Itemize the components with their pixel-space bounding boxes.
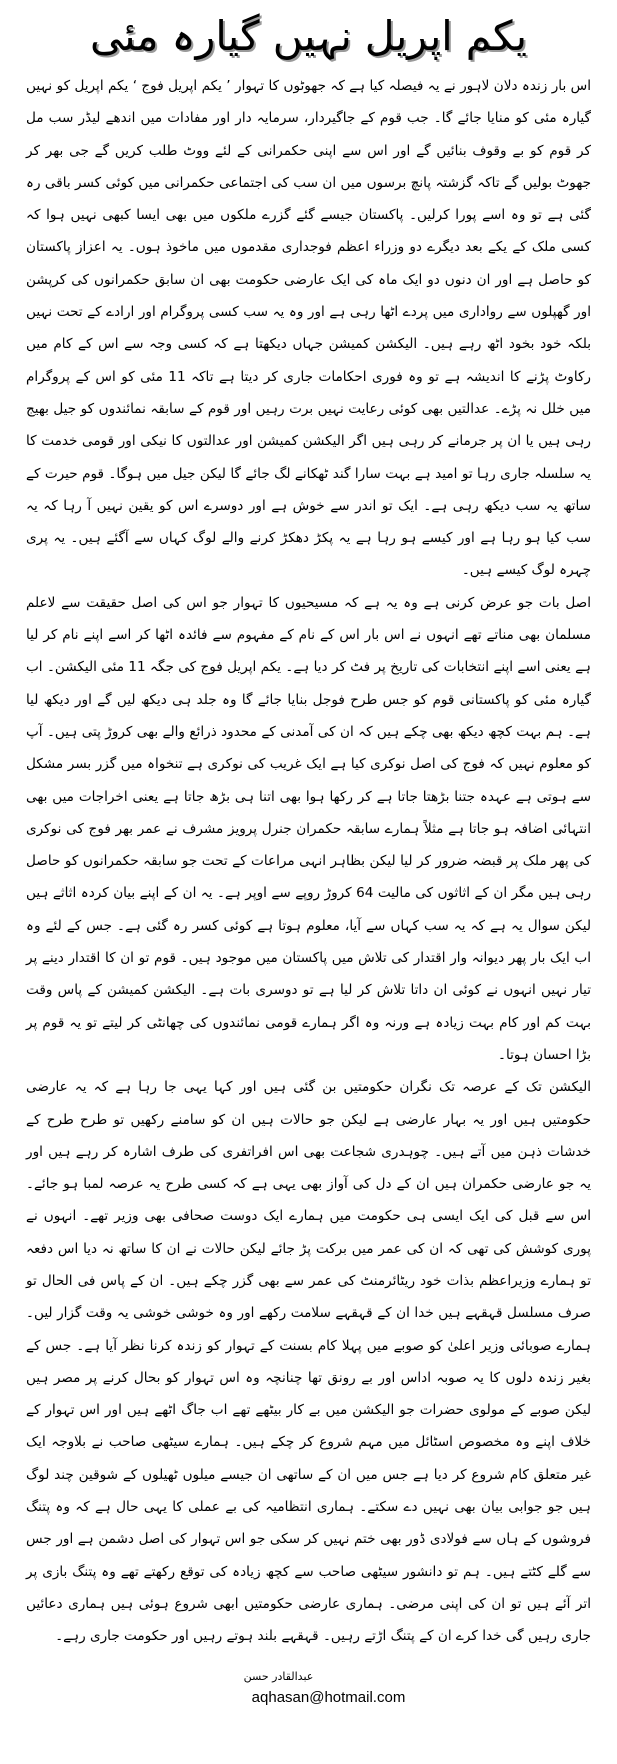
author-email[interactable]: aqhasan@hotmail.com: [251, 1688, 406, 1706]
column-title: یکم اپریل نہیں گیارہ مئی: [89, 12, 528, 60]
article-paragraph: الیکشن تک کے عرصہ تک نگران حکومتیں بن گئی ہیں اور کہا یہی جا رہا ہے کہ یہ عارضی حکومتیں ہیں اور یہ بہار عارضی ہے لیکن جو حالات ہیں ان کو سامنے رکھیں تو طرح طرح کے خدشات ذہن میں آتے ہیں۔ چوہدری شجاعت بھی اس افراتفری کی طرف اشارہ کر رہے ہیں اور یہ جو عارضی حکمران ہیں ان کے دل کی آواز بھی یہی ہے کہ کسی طرح یہ عرصہ لمبا ہو جائے۔ اس سے قبل کی ایک ایسی ہی حکومت میں ہمارے ایک دوست صحافی بھی وزیر تھے۔ انہوں نے پوری کوشش کی تھی کہ ان کی عمر میں برکت پڑ جائے لیکن حالات نے ان کا ساتھ نہ دیا اس دفعہ تو ہمارے وزیراعظم بذات خود ریٹائرمنٹ کی عمر سے بھی گزر چکے ہیں۔ ان کے پاس فی الحال تو صرف مسلسل قہقہے ہیں خدا ان کے قہقہے سلامت رکھے اور وہ خوشی خوشی یہ وقت گزار لیں۔ ہمارے صوبائی وزیر اعلیٰ کو صوبے میں پہلا کام بسنت کے تہوار کو زندہ کرنا نظر آیا ہے۔ جس کے بغیر زندہ دلوں کا یہ صوبہ اداس اور بے رونق تھا چنانچہ وہ اس تہوار کو بحال کرنے پر مصر ہیں لیکن صوبے کے مولوی حضرات جو الیکشن میں بے کار بیٹھے تھے اب جاگ اٹھے ہیں اور اس تہوار کے خلاف اپنے وہ مخصوص اسٹائل میں مہم شروع کر چکے ہیں۔ ہمارے سیٹھی صاحب نے بلاوجہ ایک غیر متعلق کام شروع کر دیا ہے جس میں ان کے ساتھی ان جیسے میلوں ٹھیلوں کے شوقین چند لوگ ہیں جو جوابی بیان بھی نہیں دے سکتے۔ ہماری انتظامیہ کی بے عملی کا یہی حال ہے کہ وہ پتنگ فروشوں کے ہاں سے فولادی ڈور بھی ختم نہیں کر سکی جو اس تہوار کی اصل دشمن ہے اور جس سے گلے کٹتے ہیں۔ ہم تو دانشور سیٹھی صاحب سے کچھ زیادہ کی توقع رکھتے تھے وہ پتنگ بازی پر اتر آئے ہیں تو ان کی اپنی مرضی۔ ہماری عارضی حکومتیں ابھی شروع ہوئی ہیں ہماری دعائیں جاری رہیں گی خدا کرے ان کے پتنگ اڑتے رہیں۔ قہقہے بلند ہوتے رہیں اور حکومت جاری رہے۔: [26, 1079, 591, 1645]
article-body: [26, 70, 591, 1653]
author-name: عبدالقادر حسن: [243, 1669, 314, 1683]
article-paragraph: اصل بات جو عرض کرنی ہے وہ یہ ہے کہ مسیحیوں کا تہوار جو اس کی اصل حقیقت سے لاعلم مسلمان بھی مناتے تھے انہوں نے اس بار اس کے نام کے مفہوم سے فائدہ اٹھا کر اسے اپنے نام کر لیا ہے یعنی اسے اپنے انتخابات کی تاریخ پر فٹ کر دیا ہے۔ یکم اپریل فوج کی جگہ 11 مئی الیکشن۔ اب گیارہ مئی کو پاکستانی قوم کو جس طرح فوجل بنایا جائے گا وہ جلد ہی دیکھ لیں گے اور دیکھ لیا ہے۔ ہم بہت کچھ دیکھ بھی چکے ہیں کہ ان کی آمدنی کے محدود ذرائع والے بھی کروڑ پتی ہیں۔ آپ کو معلوم نہیں کہ فوج کی اصل نوکری کیا ہے ایک غریب کی نوکری ہے تنخواہ میں گزر بسر مشکل سے ہوتی ہے عہدہ جتنا بڑھتا جاتا ہے کر رکھا ہوا بھی اتنا ہی بڑھ جاتا ہے یعنی اخراجات میں بھی انتہائی اضافہ ہو جاتا ہے مثلاً ہمارے سابقہ حکمران جنرل پرویز مشرف نے عمر بھر فوج کی نوکری کی پھر ملک پر قبضہ ضرور کر لیا لیکن بظاہر انہی مراعات کے تحت جو سابقہ حکمرانوں کو حاصل رہی ہیں مگر ان کے اثاثوں کی مالیت 64 کروڑ روپے سے اوپر ہے۔ یہ ان کے اپنے بیان کردہ اثاثے ہیں لیکن سوال یہ ہے کہ یہ سب کہاں سے آیا، معلوم ہوتا ہے کوئی کسر رہ گئی ہے۔ جس کے لئے وہ اب ایک بار پھر دیوانہ وار اقتدار کی تلاش میں پاکستان میں موجود ہیں۔ قوم تو ان کا اقتدار دینے پر تیار نہیں انہوں نے کوئی ان داتا تلاش کر لیا ہے تو دوسری بات ہے۔ الیکشن کمیشن کے پاس وقت بہت کم اور کام بہت زیادہ ہے ورنہ وہ اگر ہمارے قومی نمائندوں کی چھانٹی کر لیتے تو یہ قوم پر بڑا احسان ہوتا۔: [26, 594, 592, 1063]
article-paragraph: اس بار زندہ دلان لاہور نے یہ فیصلہ کیا ہے کہ جھوٹوں کا تہوار ’ یکم اپریل فوج ‘ یکم اپریل کو نہیں گیارہ مئی کو منایا جائے گا۔ جب قوم کے جاگیردار، سرمایہ دار اور مفادات میں اندھے لیڈر سب مل کر قوم کو بے وقوف بنائیں گے اور اس سے اپنی حکمرانی کے لئے ووٹ طلب کریں گے جی بھر کر جھوٹ بولیں گے تاکہ گزشتہ پانچ برسوں میں ان سب کی اجتماعی حکمرانی میں کوئی کسر باقی رہ گئی ہے تو وہ اسے پورا کرلیں۔ پاکستان جیسے گئے گزرے ملکوں میں بھی ایسا کبھی نہیں ہوا کہ کسی ملک کے یکے بعد دیگرے دو وزراء اعظم فوجداری مقدموں میں ماخوذ ہوں۔ یہ اعزاز پاکستان کو حاصل ہے اور ان دنوں دو ایک ماہ کی ایک عارضی حکومت بھی ان سابق حکمرانوں کی کرپشن اور گھپلوں سے رواداری میں پردے اٹھا رہی ہے اور وہ یہ سب کسی پروگرام اور ارادے کے تحت نہیں بلکہ خود بخود اٹھ رہے ہیں۔ الیکشن کمیشن جہاں دیکھتا ہے کہ کسی وجہ سے اس کے کام میں رکاوٹ پڑنے کا اندیشہ ہے تو وہ فوری احکامات جاری کر دیتا ہے تاکہ 11 مئی کو اس کے پروگرام میں خلل نہ پڑے۔ عدالتیں بھی کوئی رعایت نہیں برت رہیں اور قوم کے سابقہ نمائندوں کو جیل بھیج رہی ہیں یا ان پر جرمانے کر رہی ہیں اگر الیکشن کمیشن اور عدالتوں کا نیکی اور قومی خدمت کا یہ سلسلہ جاری رہا تو امید ہے بہت سارا گند ٹھکانے لگ جائے گا لیکن جیل میں ہوگا۔ قوم حیرت کے ساتھ یہ سب دیکھ رہی ہے۔ ایک تو اندر سے خوش ہے اور دوسرے اس کو یقین نہیں آ رہا کہ یہ سب کیا ہو رہا ہے اور کیسے ہو رہا ہے یہ پکڑ دھکڑ کرنے والے لوگ کہاں سے آگئے ہیں۔ یہ پری چہرہ لوگ کیسے ہیں۔: [26, 78, 592, 579]
